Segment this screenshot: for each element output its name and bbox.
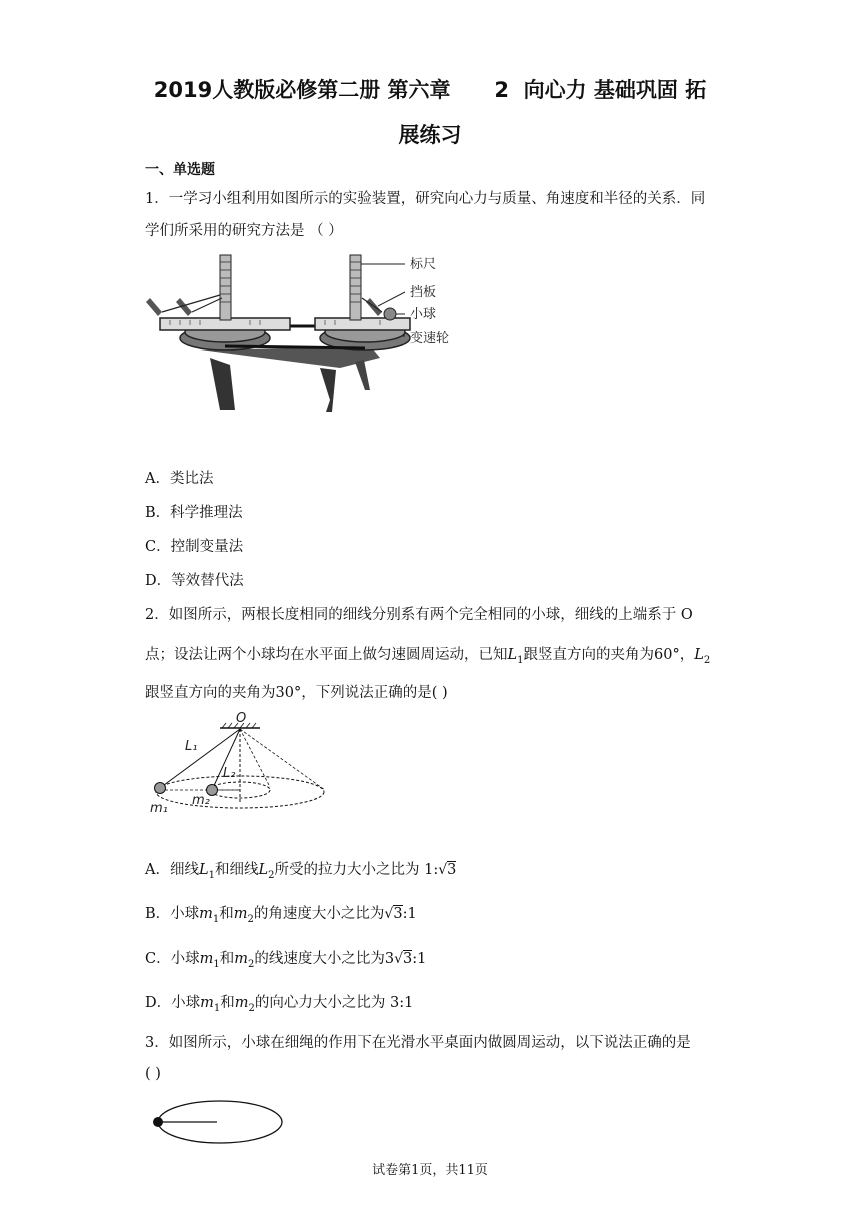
q1-option-b: B．科学推理法	[145, 505, 243, 521]
q2-stem-line3: 跟竖直方向的夹角为30°，下列说法正确的是( )	[145, 685, 448, 701]
fig-label-L2: L₂	[223, 766, 236, 781]
q2-option-d: D．小球$m_1$和$m_2$的向心力大小之比为 3:1	[145, 995, 414, 1014]
section-heading: 一、单选题	[145, 162, 215, 178]
fig-label-baffle: 挡板	[410, 285, 437, 300]
fig-label-m1: m₁	[150, 801, 168, 816]
fig-label-O: O	[236, 712, 247, 726]
q1-option-a: A．类比法	[145, 471, 214, 487]
fig-label-gear: 变速轮	[410, 331, 450, 346]
q2-stem-line1: 2．如图所示，两根长度相同的细线分别系有两个完全相同的小球，细线的上端系于 O	[145, 607, 693, 623]
fig-label-L1: L₁	[185, 739, 198, 754]
q1-apparatus-figure	[140, 250, 470, 415]
page-footer: 试卷第1页，共11页	[372, 1163, 488, 1178]
q3-stem-line2: ( )	[145, 1066, 161, 1082]
q2-option-c: C．小球$m_1$和$m_2$的线速度大小之比为3√3:1	[145, 951, 427, 970]
q3-circular-motion-figure	[145, 1095, 295, 1155]
q1-stem-line2: 学们所采用的研究方法是 （ ）	[145, 223, 343, 239]
page-title-line2: 展练习	[398, 123, 462, 147]
q1-option-c: C．控制变量法	[145, 539, 244, 555]
q3-stem-line1: 3．如图所示，小球在细绳的作用下在光滑水平桌面内做圆周运动，以下说法正确的是	[145, 1035, 691, 1051]
q1-stem-line1: 1．一学习小组利用如图所示的实验装置，研究向心力与质量、角速度和半径的关系．同	[145, 191, 706, 207]
q2-option-a: A．细线$L_1$和细线$L_2$所受的拉力大小之比为 1:√3	[145, 862, 457, 881]
q2-conical-pendulum-figure	[140, 712, 340, 822]
fig-label-ruler: 标尺	[410, 257, 437, 272]
q2-stem-line2: 点；设法让两个小球均在水平面上做匀速圆周运动，已知$L_1$跟竖直方向的夹角为60°，$L_2$	[145, 647, 711, 666]
fig-label-ball: 小球	[410, 307, 437, 322]
fig-label-m2: m₂	[192, 793, 210, 808]
q1-option-d: D．等效替代法	[145, 573, 244, 589]
q2-option-b: B．小球$m_1$和$m_2$的角速度大小之比为√3:1	[145, 906, 417, 925]
page-title-line1: 2019人教版必修第二册 第六章 2 向心力 基础巩固 拓	[153, 78, 707, 102]
